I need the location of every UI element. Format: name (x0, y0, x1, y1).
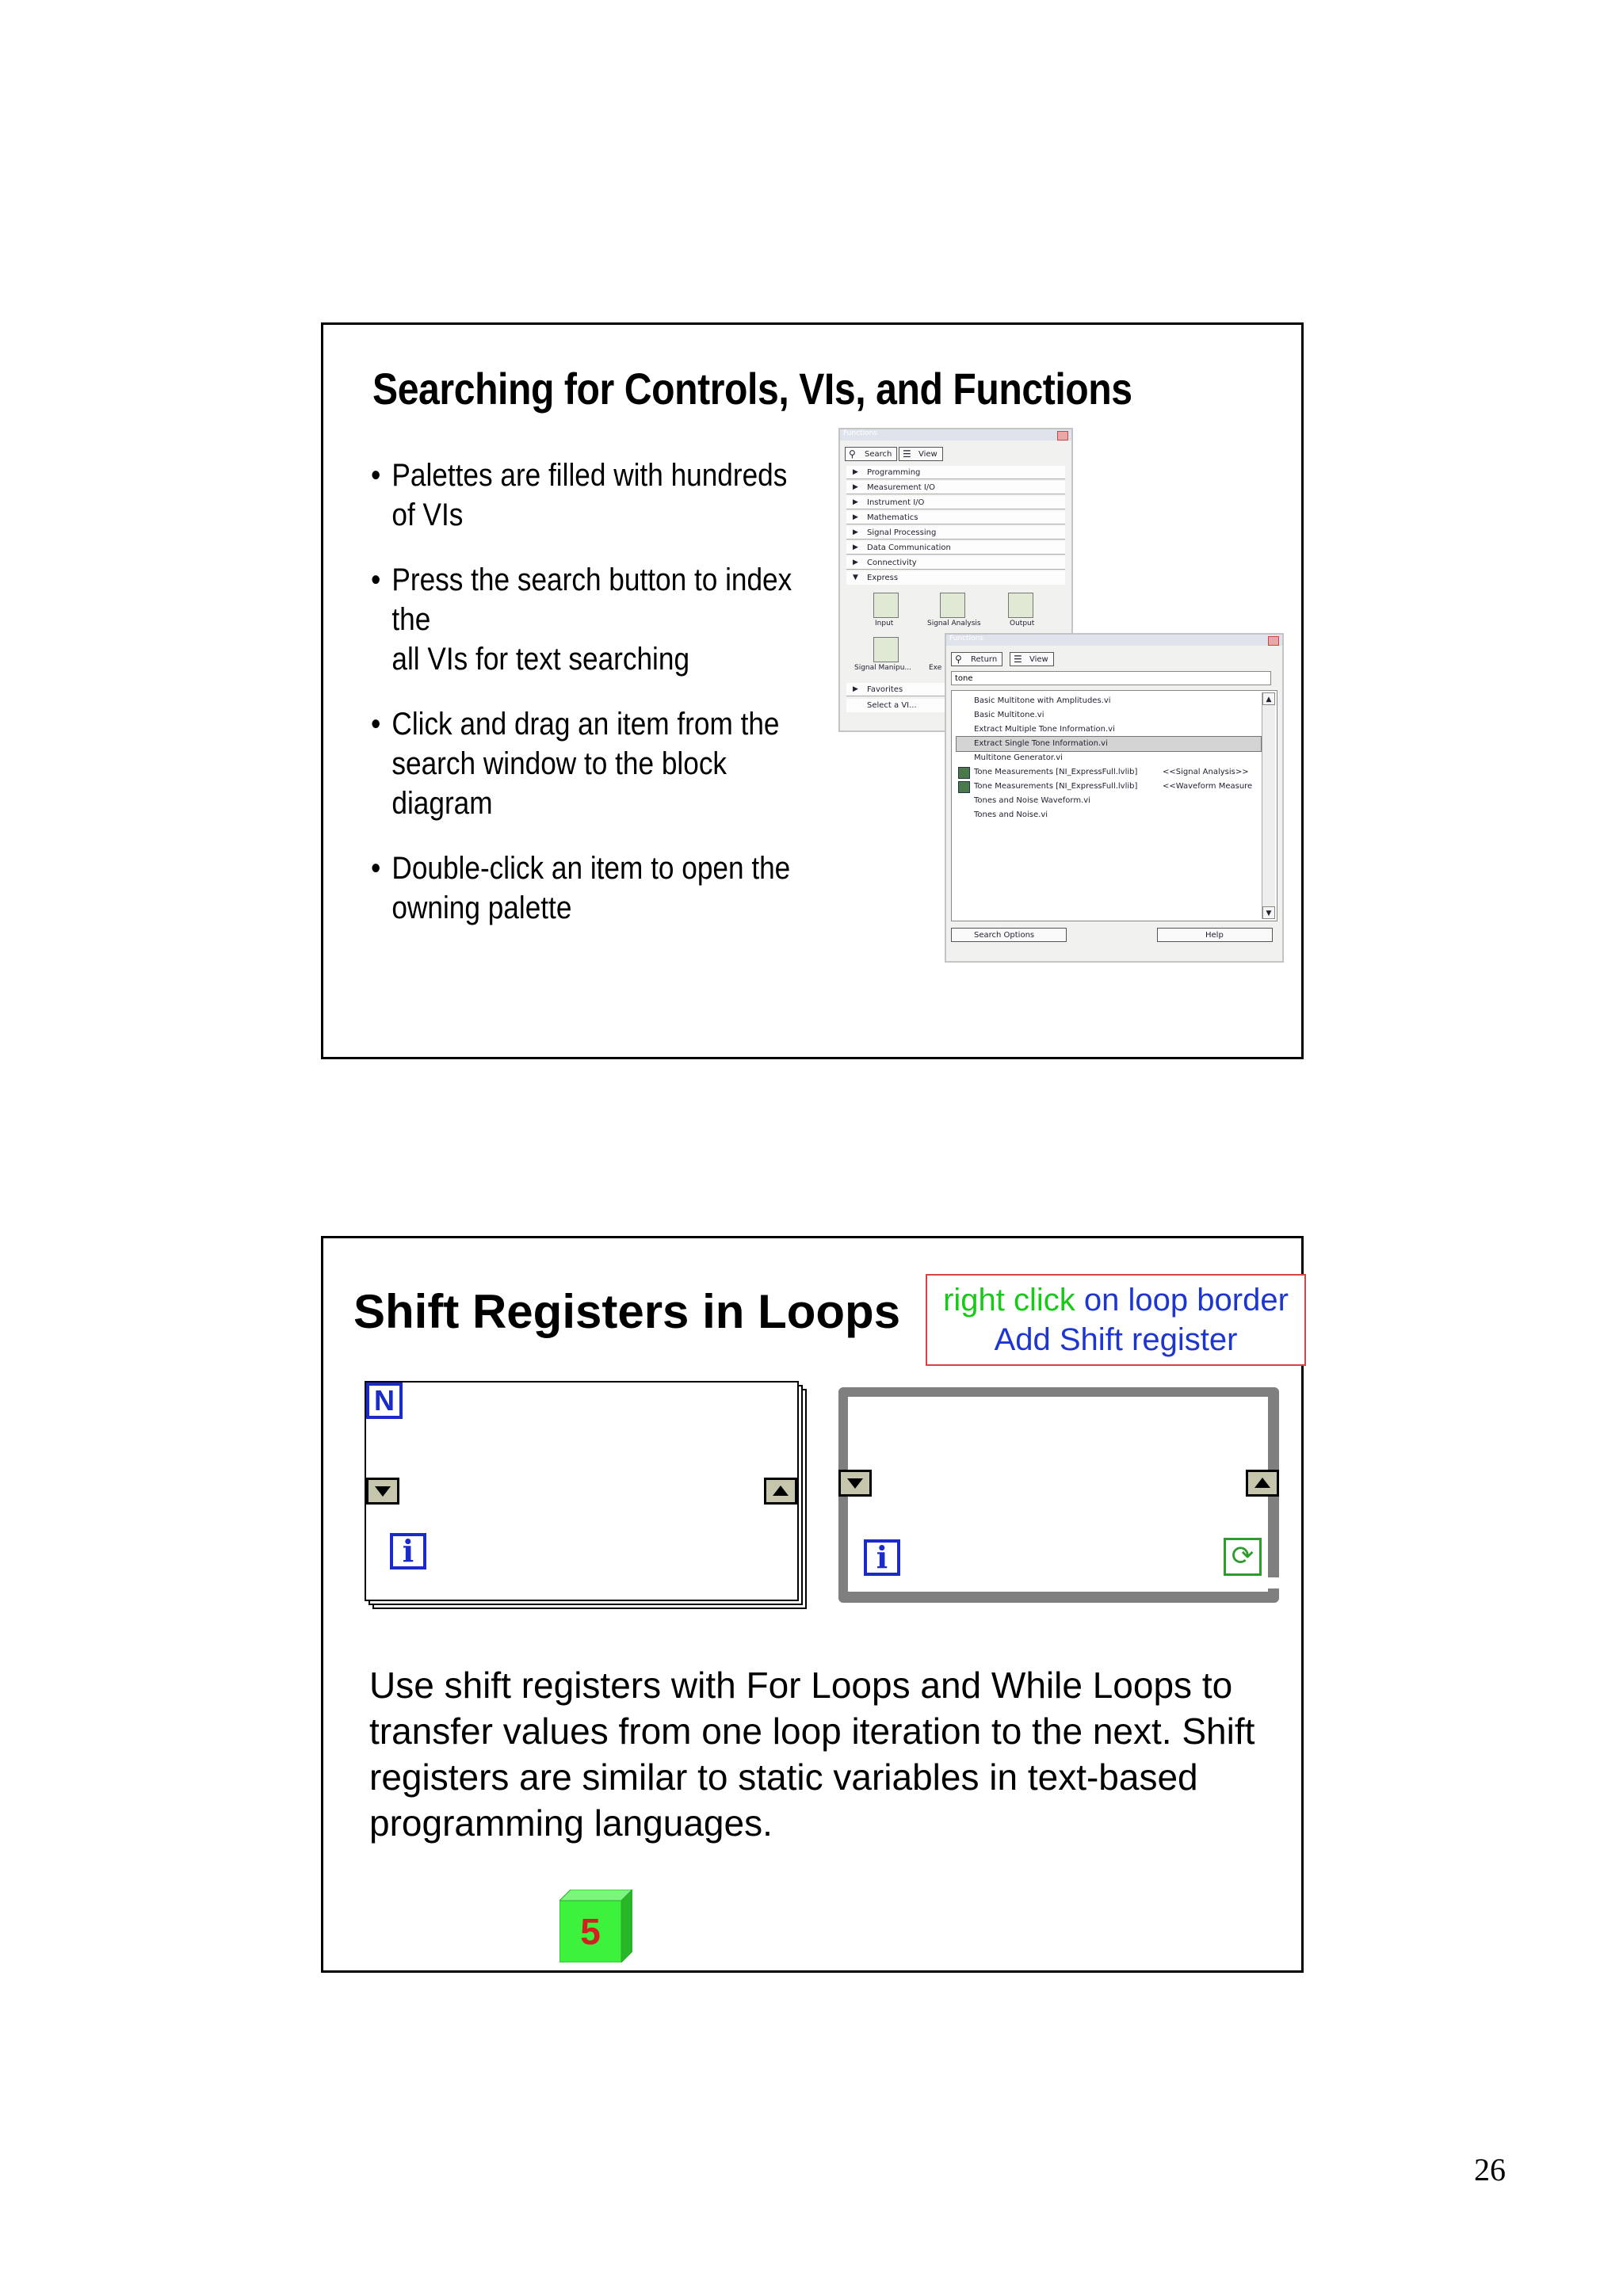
page-curl-corner (777, 1579, 797, 1600)
slide1-title: Searching for Controls, VIs, and Functions (372, 364, 1132, 414)
return-button[interactable] (951, 652, 1002, 666)
palette-category-express[interactable] (846, 571, 1065, 585)
slide-shift-registers (321, 1236, 1304, 1973)
list-item[interactable] (957, 780, 1261, 794)
result-name: Extract Multiple Tone Information.vi (974, 725, 1115, 734)
view-button[interactable] (1010, 652, 1054, 666)
search-window-titlebar (946, 635, 1282, 646)
palette-category[interactable] (846, 466, 1065, 479)
while-loop-frame[interactable] (838, 1387, 1279, 1603)
search-window-title: Functions (949, 635, 983, 643)
collapse-arrow-icon: ▼ (853, 574, 858, 582)
result-name: Tone Measurements [NI_ExpressFull.lvlib] (974, 782, 1138, 791)
result-name: Basic Multitone.vi (974, 711, 1044, 719)
search-options-button[interactable]: Search Options (951, 928, 1067, 942)
palette-category[interactable] (846, 541, 1065, 555)
expand-arrow-icon: ▶ (853, 513, 858, 521)
list-item[interactable] (957, 794, 1261, 808)
palette-category[interactable] (846, 481, 1065, 494)
category-label: Programming (867, 468, 921, 477)
search-button[interactable] (845, 447, 897, 461)
result-name: Basic Multitone with Amplitudes.vi (974, 696, 1111, 705)
output-vi-icon[interactable] (1008, 593, 1033, 618)
result-name: Tone Measurements [NI_ExpressFull.lvlib] (974, 768, 1138, 776)
list-item[interactable] (957, 751, 1261, 765)
category-label: Measurement I/O (867, 483, 936, 492)
loop-condition-terminal[interactable]: ⟳ (1224, 1538, 1262, 1576)
while-loop-structure[interactable] (838, 1387, 1282, 1611)
view-button-label: View (918, 450, 938, 459)
for-loop-frame[interactable] (365, 1381, 799, 1601)
category-label: Favorites (867, 685, 903, 694)
shift-register-right[interactable] (764, 1478, 797, 1505)
express-item-label: Exe (929, 664, 942, 672)
search-query-input[interactable] (951, 671, 1271, 685)
category-label: Data Communication (867, 543, 951, 552)
expand-arrow-icon: ▶ (853, 685, 858, 693)
slide2-title: Shift Registers in Loops (353, 1285, 901, 1338)
express-item-label: Signal Analysis (927, 620, 981, 627)
signal-analysis-vi-icon[interactable] (940, 593, 965, 618)
bullet-item: • Click and drag an item from the search window to the block diagram (371, 704, 804, 823)
express-vi-icon (958, 767, 970, 779)
list-item[interactable] (957, 765, 1261, 780)
palette-category[interactable] (846, 496, 1065, 509)
signal-manipulation-vi-icon[interactable] (873, 637, 899, 662)
iteration-terminal[interactable]: i (864, 1539, 900, 1576)
category-label: Signal Processing (867, 528, 937, 537)
scroll-up-icon[interactable]: ▲ (1262, 692, 1275, 705)
iteration-terminal[interactable]: i (390, 1533, 426, 1569)
bullet-item: • Double-click an item to open the owning palette (371, 849, 804, 928)
up-arrow-icon (1254, 1478, 1270, 1488)
numeric-constant-cube[interactable] (559, 1890, 632, 1962)
count-terminal[interactable]: N (366, 1383, 403, 1419)
for-loop-structure[interactable] (365, 1381, 808, 1611)
instruction-callout (926, 1274, 1306, 1366)
express-vi-icon (958, 781, 970, 793)
shift-register-left[interactable] (838, 1470, 872, 1497)
result-name: Extract Single Tone Information.vi (974, 739, 1108, 748)
callout-add-shift-register-text: Add Shift register (994, 1322, 1238, 1357)
up-arrow-icon (773, 1486, 789, 1496)
bullet-item: • Press the search button to index the all VIs for text searching (371, 560, 804, 679)
slide-searching (321, 322, 1304, 1059)
close-icon[interactable] (1057, 431, 1068, 441)
down-arrow-icon (847, 1478, 863, 1489)
category-label: Mathematics (867, 513, 918, 522)
callout-right-click-text: right click (943, 1283, 1075, 1318)
list-item[interactable] (957, 723, 1261, 737)
view-list-icon: ☰ (1014, 654, 1022, 665)
expand-arrow-icon: ▶ (853, 468, 858, 476)
view-button[interactable] (899, 447, 943, 461)
shift-register-left[interactable] (366, 1478, 399, 1505)
result-palette-path: <<Waveform Measure (1163, 782, 1253, 791)
expand-arrow-icon: ▶ (853, 559, 858, 566)
list-item[interactable] (957, 708, 1261, 723)
view-list-icon: ☰ (903, 448, 911, 460)
page-number: 26 (1474, 2152, 1506, 2187)
view-button-label: View (1029, 655, 1048, 664)
search-results-list[interactable] (951, 690, 1277, 921)
category-label: Select a VI... (867, 701, 917, 710)
input-vi-icon[interactable] (873, 593, 899, 618)
loop-frame-gap (1267, 1577, 1283, 1589)
expand-arrow-icon: ▶ (853, 498, 858, 506)
expand-arrow-icon: ▶ (853, 483, 858, 491)
result-name: Tones and Noise Waveform.vi (974, 796, 1090, 805)
scroll-down-icon[interactable]: ▼ (1262, 906, 1275, 919)
search-button-label: Search (865, 450, 892, 459)
magnifier-icon: ⚲ (955, 654, 962, 665)
search-results-window (945, 633, 1284, 963)
palette-title: Functions (843, 429, 877, 437)
express-item-label: Output (1010, 620, 1035, 627)
category-label: Connectivity (867, 559, 917, 567)
result-name: Multitone Generator.vi (974, 753, 1063, 762)
list-item-selected[interactable] (957, 737, 1261, 751)
list-item[interactable] (957, 694, 1261, 708)
result-name: Tones and Noise.vi (974, 810, 1048, 819)
slide2-body-text: Use shift registers with For Loops and While Loops to transfer values from one loop iteration to the next. Shift registers are similar to static variables in text-based programming languages. (369, 1665, 1255, 1844)
list-item[interactable] (957, 808, 1261, 822)
constant-value: 5 (580, 1911, 601, 1952)
magnifier-icon: ⚲ (849, 448, 856, 460)
slide1-bullet-list (371, 456, 862, 953)
expand-arrow-icon: ▶ (853, 543, 858, 551)
palette-category[interactable] (846, 556, 1065, 570)
category-label: Instrument I/O (867, 498, 925, 507)
vertical-scrollbar[interactable] (1262, 692, 1275, 919)
return-button-label: Return (971, 655, 998, 664)
down-arrow-icon (375, 1486, 391, 1497)
palette-titlebar (840, 429, 1071, 441)
category-label: Express (867, 574, 899, 582)
express-item-label: Input (875, 620, 894, 627)
help-button[interactable]: Help (1157, 928, 1273, 942)
express-item-label: Signal Manipu... (854, 664, 911, 672)
palette-category[interactable] (846, 526, 1065, 540)
expand-arrow-icon: ▶ (853, 528, 858, 536)
result-palette-path: <<Signal Analysis>> (1163, 768, 1249, 776)
close-icon[interactable] (1268, 636, 1279, 646)
bullet-item: • Palettes are filled with hundreds of VIs (371, 456, 804, 535)
shift-register-right[interactable] (1246, 1470, 1279, 1497)
callout-loop-border-text: on loop border (1083, 1283, 1289, 1318)
palette-category[interactable] (846, 511, 1065, 524)
